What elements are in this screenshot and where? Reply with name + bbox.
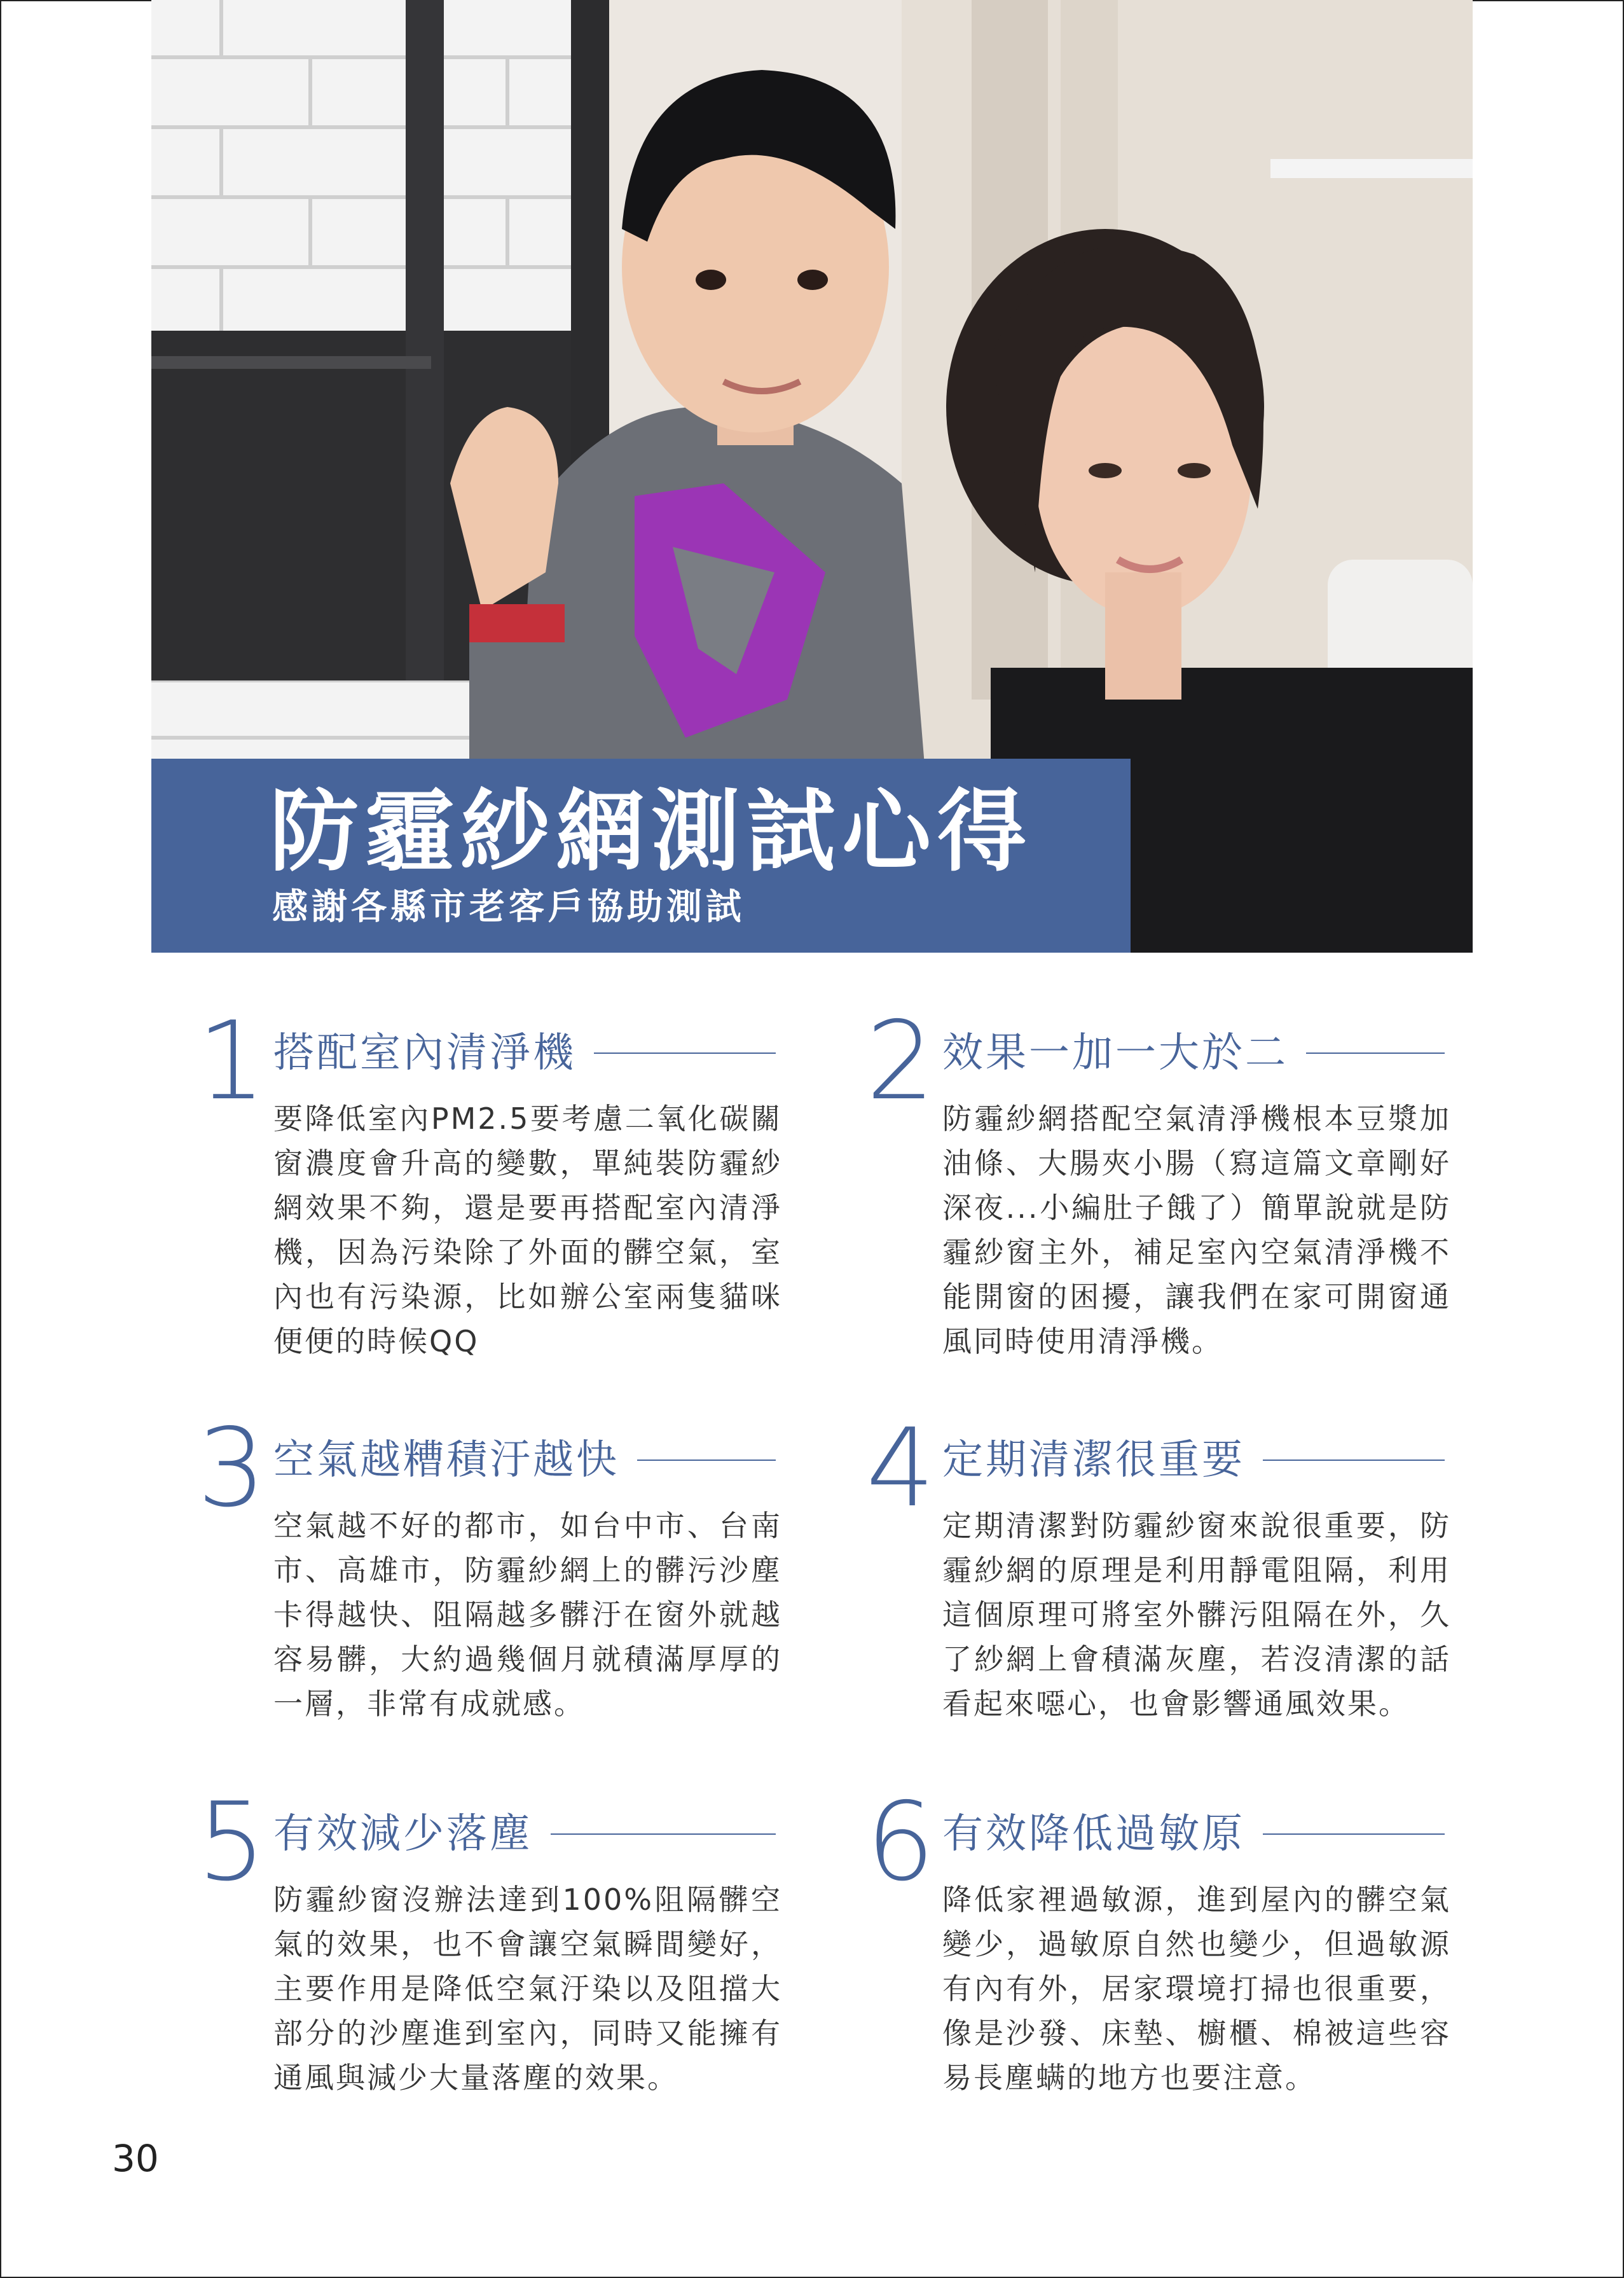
page-title: 防霾紗網測試心得 [270, 780, 1033, 884]
section-title: 定期清潔很重要 [942, 1437, 1245, 1484]
section-number: 1 [197, 998, 266, 1124]
section-body: 降低家裡過敏源，進到屋內的髒空氣變少，過敏原自然也變少，但過敏源有內有外，居家環境打掃也很重要，像是沙發、床墊、櫥櫃、棉被這些容易長塵螨的地方也要注意。 [942, 1882, 1451, 2095]
section-body: 空氣越不好的都市，如台中市、台南市、高雄市，防霾紗網上的髒污沙塵卡得越快、阻隔越多髒汙在窗外就越容易髒，大約過幾個月就積滿厚厚的一層，非常有成就感。 [273, 1508, 782, 1721]
section-4 [866, 1405, 1470, 1818]
section-title: 搭配室內清淨機 [273, 1030, 576, 1077]
section-number: 4 [866, 1405, 935, 1531]
section-body: 防霾紗網搭配空氣清淨機根本豆漿加油條、大腸夾小腸（寫這篇文章剛好深夜...小編肚子餓了）簡單說就是防霾紗窗主外，補足室內空氣清淨機不能開窗的困擾，讓我們在家可開窗通風同時使用清淨機。 [942, 1101, 1451, 1358]
section-heading [273, 1436, 776, 1485]
section-divider-line [551, 1833, 776, 1835]
section-title: 效果一加一大於二 [942, 1030, 1288, 1077]
section-divider-line [1263, 1460, 1445, 1461]
title-banner [151, 759, 1131, 953]
section-number: 3 [197, 1405, 266, 1531]
section-heading [942, 1810, 1445, 1859]
section-1 [197, 998, 801, 1411]
section-3 [197, 1405, 801, 1818]
section-number: 6 [866, 1779, 935, 1905]
page-subtitle: 感謝各縣市老客戶協助測試 [272, 887, 745, 928]
section-divider-line [1263, 1833, 1445, 1835]
section-heading [273, 1029, 776, 1078]
section-body: 要降低室內PM2.5要考慮二氧化碳關窗濃度會升高的變數，單純裝防霾紗網效果不夠，還是要再搭配室內清淨機，因為污染除了外面的髒空氣，室內也有污染源，比如辦公室兩隻貓咪便便的時候QQ [273, 1101, 782, 1358]
section-number: 2 [866, 998, 935, 1124]
section-heading [942, 1029, 1445, 1078]
section-divider-line [1306, 1053, 1445, 1054]
section-6 [866, 1779, 1470, 2192]
section-heading [273, 1810, 776, 1859]
section-divider-line [594, 1053, 776, 1054]
section-title: 空氣越糟積汙越快 [273, 1437, 619, 1484]
section-divider-line [637, 1460, 776, 1461]
section-body: 定期清潔對防霾紗窗來說很重要，防霾紗網的原理是利用靜電阻隔，利用這個原理可將室外髒污阻隔在外，久了紗網上會積滿灰塵，若沒清潔的話看起來噁心，也會影響通風效果。 [942, 1508, 1451, 1721]
section-5 [197, 1779, 801, 2192]
page-number: 30 [112, 2137, 159, 2180]
section-body: 防霾紗窗沒辦法達到100%阻隔髒空氣的效果，也不會讓空氣瞬間變好，主要作用是降低空氣汙染以及阻擋大部分的沙塵進到室內，同時又能擁有通風與減少大量落塵的效果。 [273, 1882, 782, 2095]
section-2 [866, 998, 1470, 1411]
section-number: 5 [197, 1779, 266, 1905]
section-title: 有效降低過敏原 [942, 1811, 1245, 1858]
section-heading [942, 1436, 1445, 1485]
section-title: 有效減少落塵 [273, 1811, 533, 1858]
